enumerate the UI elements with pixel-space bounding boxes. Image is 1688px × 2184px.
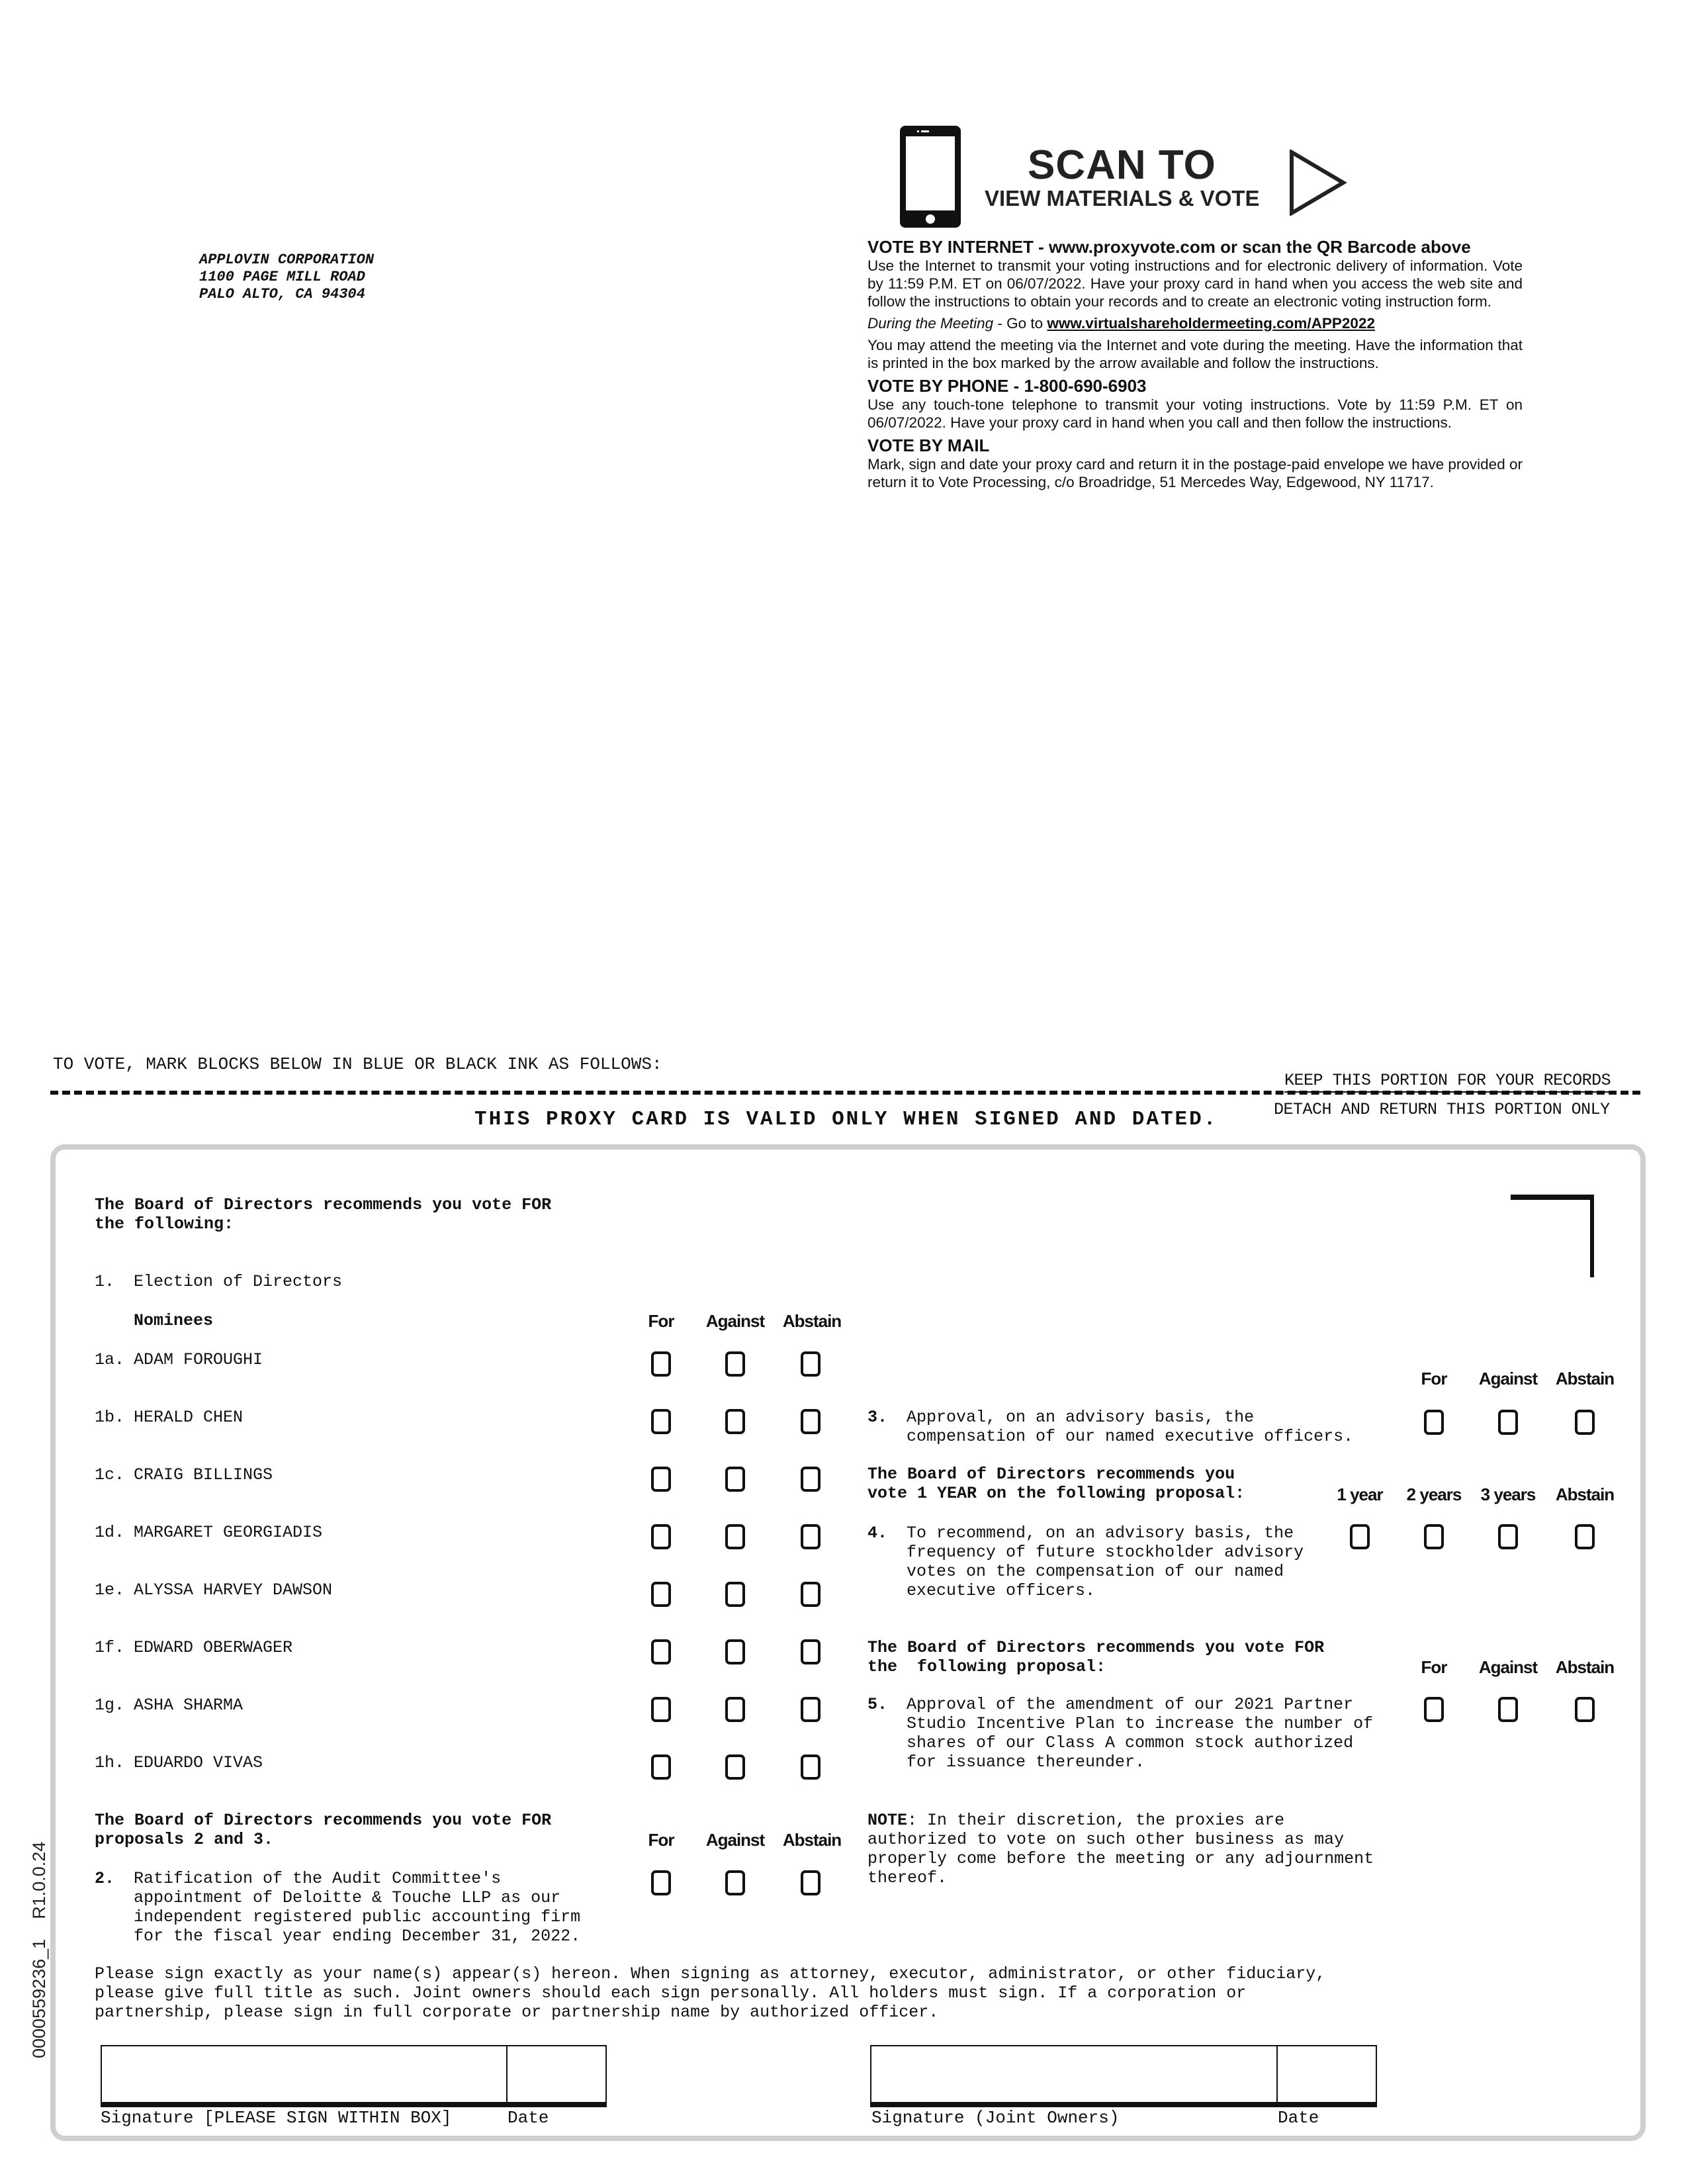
nominee-abstain-checkbox[interactable] [801, 1582, 821, 1607]
column-1-year: 1 year [1337, 1484, 1383, 1504]
column-abstain: Abstain [1555, 1484, 1615, 1504]
meeting-goto: - Go to [993, 315, 1047, 332]
nominee-abstain-checkbox[interactable] [801, 1524, 821, 1549]
column-for: For [648, 1830, 674, 1850]
column-against: Against [1478, 1369, 1538, 1388]
item-5-text: Approval of the amendment of our 2021 Partner Studio Incentive Plan to increase the number of shares of our Class A common stock authorized for issuance thereunder. [907, 1695, 1374, 1772]
corner-marker [1511, 1195, 1594, 1277]
nominee-name: MARGARET GEORGIADIS [134, 1523, 323, 1542]
nominee-id: 1a. [95, 1350, 125, 1369]
column-against: Against [705, 1830, 765, 1850]
item-5-against-checkbox[interactable] [1498, 1697, 1518, 1722]
nominee-id: 1g. [95, 1696, 125, 1715]
column-abstain: Abstain [782, 1311, 842, 1331]
phone-icon [900, 126, 961, 228]
nominee-id: 1f. [95, 1638, 125, 1657]
document-code: 0000559236_1 R1.0.0.24 [29, 1841, 49, 2058]
detach-dashed-line [50, 1091, 1640, 1095]
item-4-2-years-checkbox[interactable] [1424, 1524, 1444, 1549]
column-3-years: 3 years [1480, 1484, 1536, 1504]
column-abstain: Abstain [782, 1830, 842, 1850]
item-5-number: 5. [867, 1695, 888, 1714]
vote-internet-heading: VOTE BY INTERNET - www.proxyvote.com or scan the QR Barcode above [867, 237, 1471, 257]
nominee-for-checkbox[interactable] [651, 1582, 671, 1607]
joint-signature-box[interactable] [870, 2045, 1278, 2107]
signing-instructions: Please sign exactly as your name(s) appear(s) hereon. When signing as attorney, executor, administrator, or other fiduciary, please give full title as such. Joint owners should each sign personally. All holders must sign. If a corporation or partnership, please sign in full corporate or partnership name by authorized officer. [95, 1964, 1326, 2022]
item-2-for-checkbox[interactable] [651, 1870, 671, 1895]
vote-phone-body: Use any touch-tone telephone to transmit your voting instructions. Vote by 11:59 P.M. ET on 06/07/2022. Have your proxy card in hand when you call and then follow the instructions. [867, 396, 1523, 431]
item-5-for-checkbox[interactable] [1424, 1697, 1444, 1722]
nominee-name: ADAM FOROUGHI [134, 1350, 263, 1369]
column-for: For [1421, 1657, 1447, 1677]
address-line-1: APPLOVIN CORPORATION [199, 251, 375, 268]
valid-notice: THIS PROXY CARD IS VALID ONLY WHEN SIGNED AND DATED. [474, 1108, 1218, 1131]
item-4-number: 4. [867, 1524, 888, 1543]
item-5-abstain-checkbox[interactable] [1575, 1697, 1595, 1722]
nominee-id: 1d. [95, 1523, 125, 1542]
board-recommendation-1: The Board of Directors recommends you vote FOR the following: [95, 1195, 552, 1234]
nominee-name: CRAIG BILLINGS [134, 1465, 273, 1484]
nominee-against-checkbox[interactable] [725, 1524, 745, 1549]
date-label: Date [508, 2108, 549, 2128]
nominee-abstain-checkbox[interactable] [801, 1639, 821, 1664]
signature-box[interactable] [101, 2045, 508, 2107]
item-3-against-checkbox[interactable] [1498, 1410, 1518, 1435]
vote-mail-body: Mark, sign and date your proxy card and return it in the postage-paid envelope we have provided or return it to Vote Processing, c/o Broadridge, 51 Mercedes Way, Edgewood, NY 11717. [867, 456, 1523, 490]
item-2-abstain-checkbox[interactable] [801, 1870, 821, 1895]
scan-title: SCAN TO [1028, 142, 1216, 188]
vote-internet-body: Use the Internet to transmit your voting instructions and for electronic delivery of information. Vote by 11:59 P.M. ET on 06/07/2022. Have your proxy card in hand when you access the web site and follow the instructions to obtain your records and to create an electronic voting instruction form. [867, 257, 1523, 310]
nominee-name: ASHA SHARMA [134, 1696, 244, 1715]
vote-mail-heading: VOTE BY MAIL [867, 435, 990, 455]
item-2-number: 2. [95, 1869, 115, 1888]
column-for: For [648, 1311, 674, 1331]
nominee-against-checkbox[interactable] [725, 1639, 745, 1664]
nominee-abstain-checkbox[interactable] [801, 1754, 821, 1780]
column-abstain: Abstain [1555, 1657, 1615, 1677]
signature-label: Signature [PLEASE SIGN WITHIN BOX] [101, 2108, 452, 2128]
column-2-years: 2 years [1406, 1484, 1462, 1504]
vote-phone-heading: VOTE BY PHONE - 1-800-690-6903 [867, 376, 1147, 396]
keep-portion-label: KEEP THIS PORTION FOR YOUR RECORDS [1284, 1071, 1611, 1093]
nominee-for-checkbox[interactable] [651, 1409, 671, 1434]
nominee-against-checkbox[interactable] [725, 1697, 745, 1722]
nominee-id: 1h. [95, 1753, 125, 1772]
nominee-abstain-checkbox[interactable] [801, 1409, 821, 1434]
date-box[interactable] [506, 2045, 607, 2107]
joint-date-label: Date [1278, 2108, 1319, 2128]
nominee-abstain-checkbox[interactable] [801, 1467, 821, 1492]
nominee-name: EDWARD OBERWAGER [134, 1638, 293, 1657]
nominee-for-checkbox[interactable] [651, 1524, 671, 1549]
board-recommendation-5: The Board of Directors recommends you vote FOR the following proposal: [867, 1638, 1325, 1676]
nominee-against-checkbox[interactable] [725, 1409, 745, 1434]
meeting-label: During the Meeting [867, 315, 994, 332]
item-3-for-checkbox[interactable] [1424, 1410, 1444, 1435]
address-line-3: PALO ALTO, CA 94304 [199, 286, 365, 302]
nominees-label: Nominees [134, 1311, 214, 1330]
nominee-against-checkbox[interactable] [725, 1582, 745, 1607]
column-against: Against [705, 1311, 765, 1331]
nominee-for-checkbox[interactable] [651, 1697, 671, 1722]
nominee-for-checkbox[interactable] [651, 1467, 671, 1492]
joint-date-box[interactable] [1276, 2045, 1377, 2107]
item-4-text: To recommend, on an advisory basis, the frequency of future stockholder advisory votes on the compensation of our named executive officers. [907, 1524, 1304, 1600]
nominee-abstain-checkbox[interactable] [801, 1351, 821, 1377]
column-against: Against [1478, 1657, 1538, 1677]
item-4-abstain-checkbox[interactable] [1575, 1524, 1595, 1549]
nominee-name: ALYSSA HARVEY DAWSON [134, 1580, 333, 1600]
nominee-abstain-checkbox[interactable] [801, 1697, 821, 1722]
column-for: For [1421, 1369, 1447, 1388]
column-abstain: Abstain [1555, 1369, 1615, 1388]
nominee-name: EDUARDO VIVAS [134, 1753, 263, 1772]
note-label: NOTE [867, 1811, 908, 1830]
address-line-2: 1100 PAGE MILL ROAD [199, 269, 365, 285]
item-4-1-year-checkbox[interactable] [1350, 1524, 1370, 1549]
meeting-url-link[interactable]: www.virtualshareholdermeeting.com/APP2022 [1047, 315, 1375, 332]
detach-portion-label: DETACH AND RETURN THIS PORTION ONLY [1274, 1100, 1610, 1119]
item-2-against-checkbox[interactable] [725, 1870, 745, 1895]
nominee-for-checkbox[interactable] [651, 1351, 671, 1377]
play-arrow-icon [1289, 150, 1347, 219]
nominee-against-checkbox[interactable] [725, 1754, 745, 1780]
nominee-id: 1b. [95, 1408, 125, 1427]
joint-signature-label: Signature (Joint Owners) [871, 2108, 1120, 2128]
voting-instructions [867, 237, 1523, 495]
item-4-3-years-checkbox[interactable] [1498, 1524, 1518, 1549]
meeting-body: You may attend the meeting via the Internet and vote during the meeting. Have the information that is printed in the box marked by the arrow available and follow the instructions. [867, 337, 1523, 371]
nominee-against-checkbox[interactable] [725, 1351, 745, 1377]
item-1-title: Election of Directors [134, 1272, 343, 1291]
scan-subtitle: VIEW MATERIALS & VOTE [985, 186, 1260, 210]
item-3-text: Approval, on an advisory basis, the compensation of our named executive officers. [907, 1408, 1354, 1446]
board-recommendation-2-3: The Board of Directors recommends you vote FOR proposals 2 and 3. [95, 1811, 552, 1849]
nominee-against-checkbox[interactable] [725, 1467, 745, 1492]
ink-instructions: TO VOTE, MARK BLOCKS BELOW IN BLUE OR BLACK INK AS FOLLOWS: [53, 1054, 662, 1074]
company-address [199, 251, 374, 303]
item-3-abstain-checkbox[interactable] [1575, 1410, 1595, 1435]
nominee-id: 1c. [95, 1465, 125, 1484]
nominee-for-checkbox[interactable] [651, 1754, 671, 1780]
item-2-text: Ratification of the Audit Committee's appointment of Deloitte & Touche LLP as our independent registered public accounting firm for the fiscal year ending December 31, 2022. [134, 1869, 581, 1946]
note-text: : In their discretion, the proxies are authorized to vote on such other business as may properly come before the meeting or any adjournment thereof. [867, 1811, 1374, 1888]
board-recommendation-1-year: The Board of Directors recommends you vote 1 YEAR on the following proposal: [867, 1465, 1245, 1503]
nominee-id: 1e. [95, 1580, 125, 1600]
item-3-number: 3. [867, 1408, 888, 1427]
nominee-for-checkbox[interactable] [651, 1639, 671, 1664]
note [867, 1811, 1374, 1888]
item-1-number: 1. [95, 1272, 115, 1291]
nominee-name: HERALD CHEN [134, 1408, 244, 1427]
meeting-line [867, 314, 1523, 332]
